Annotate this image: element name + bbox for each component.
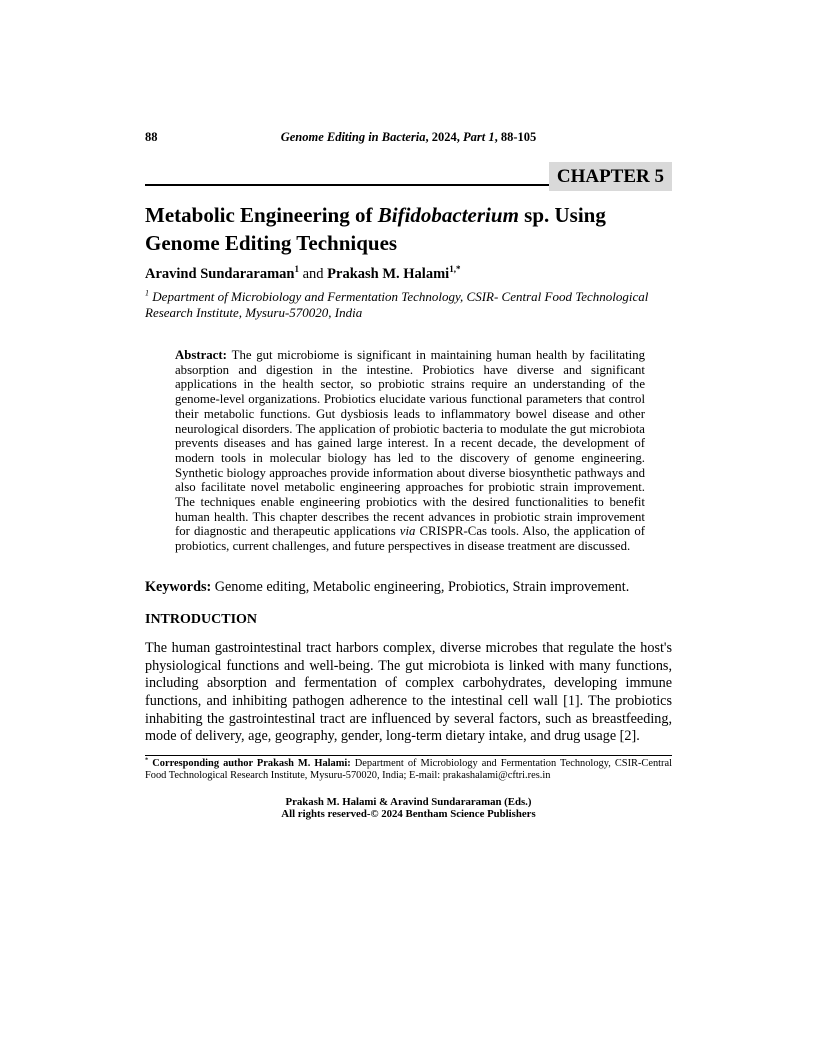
page-number: 88 [145,130,158,144]
corresponding-author-footnote: * Corresponding author Prakash M. Halami: Department of Microbiology and Fermentation Technology, CSIR-Central Food Technological Research Institute, Mysuru-570020, India; E-mail: prakashalami@cftri.res.in [145,756,673,782]
footnote-rule [145,755,672,756]
running-title: Genome Editing in Bacteria, 2024, Part 1, 88-105 [280,130,537,144]
introduction-heading: INTRODUCTION [145,611,258,627]
chapter-title: Metabolic Engineering of Bifidobacterium sp. Using Genome Editing Techniques [145,203,606,255]
keywords-line: Keywords: Genome editing, Metabolic engineering, Probiotics, Strain improvement. [145,578,630,595]
abstract-block: Abstract: The gut microbiome is significant in maintaining human health by facilitating absorption and digestion in the intestine. Probiotics have diverse and significant applications in the health sector, so probiotic strains require an understanding of the genome-level organizations. Probiotics elucidate various functional parameters that control their metabolic functions. Gut dysbiosis leads to inflammatory bowel disease and other neurological disorders. The application of probiotic bacteria to modulate the gut microbiota prevents diseases and has gained large interest. In a recent decade, the development of modern tools in molecular biology has led to the discovery of genome engineering. Synthetic biology approaches provide information about diverse biosynthetic pathways and also facilitate novel metabolic engineering approaches for probiotic strain improvement. The techniques enable engineering probiotics with the desired functionalities to benefit human health. This chapter describes the recent advances in probiotic strain improvement for diagnostic and therapeutic applications via CRISPR-Cas tools. Also, the application of probiotics, current challenges, and future perspectives in disease treatment are discussed. [175,348,645,554]
page-header [145,130,672,146]
imprint-editors-line: Prakash M. Halami & Aravind Sundararaman (Eds.) [285,795,532,808]
imprint-copyright-line: All rights reserved-© 2024 Bentham Science Publishers [281,808,536,821]
publisher-imprint [145,796,672,821]
authors-line: Aravind Sundararaman$^1$ and Prakash M. Halami$^{1,*}$ [145,264,461,282]
chapter-banner [145,154,672,191]
introduction-paragraph: The human gastrointestinal tract harbors complex, diverse microbes that regulate the host's physiological functions and well-being. The gut microbiota is linked with many functions, including absorption and fermentation of complex carbohydrates, developing immune functions, and inhibiting pathogen adherence to the intestinal cell wall [1]. The probiotics inhabiting the gastrointestinal tract are influenced by several factors, such as breastfeeding, mode of delivery, age, geography, gender, long-term dietary intake, and drug usage [2]. [145,639,672,745]
chapter-label: CHAPTER 5 [549,162,672,191]
page-content-column [145,130,672,821]
affiliation-line: $^1$ Department of Microbiology and Fermentation Technology, CSIR- Central Food Technological Research Institute, Mysuru-570020, India [145,288,649,320]
